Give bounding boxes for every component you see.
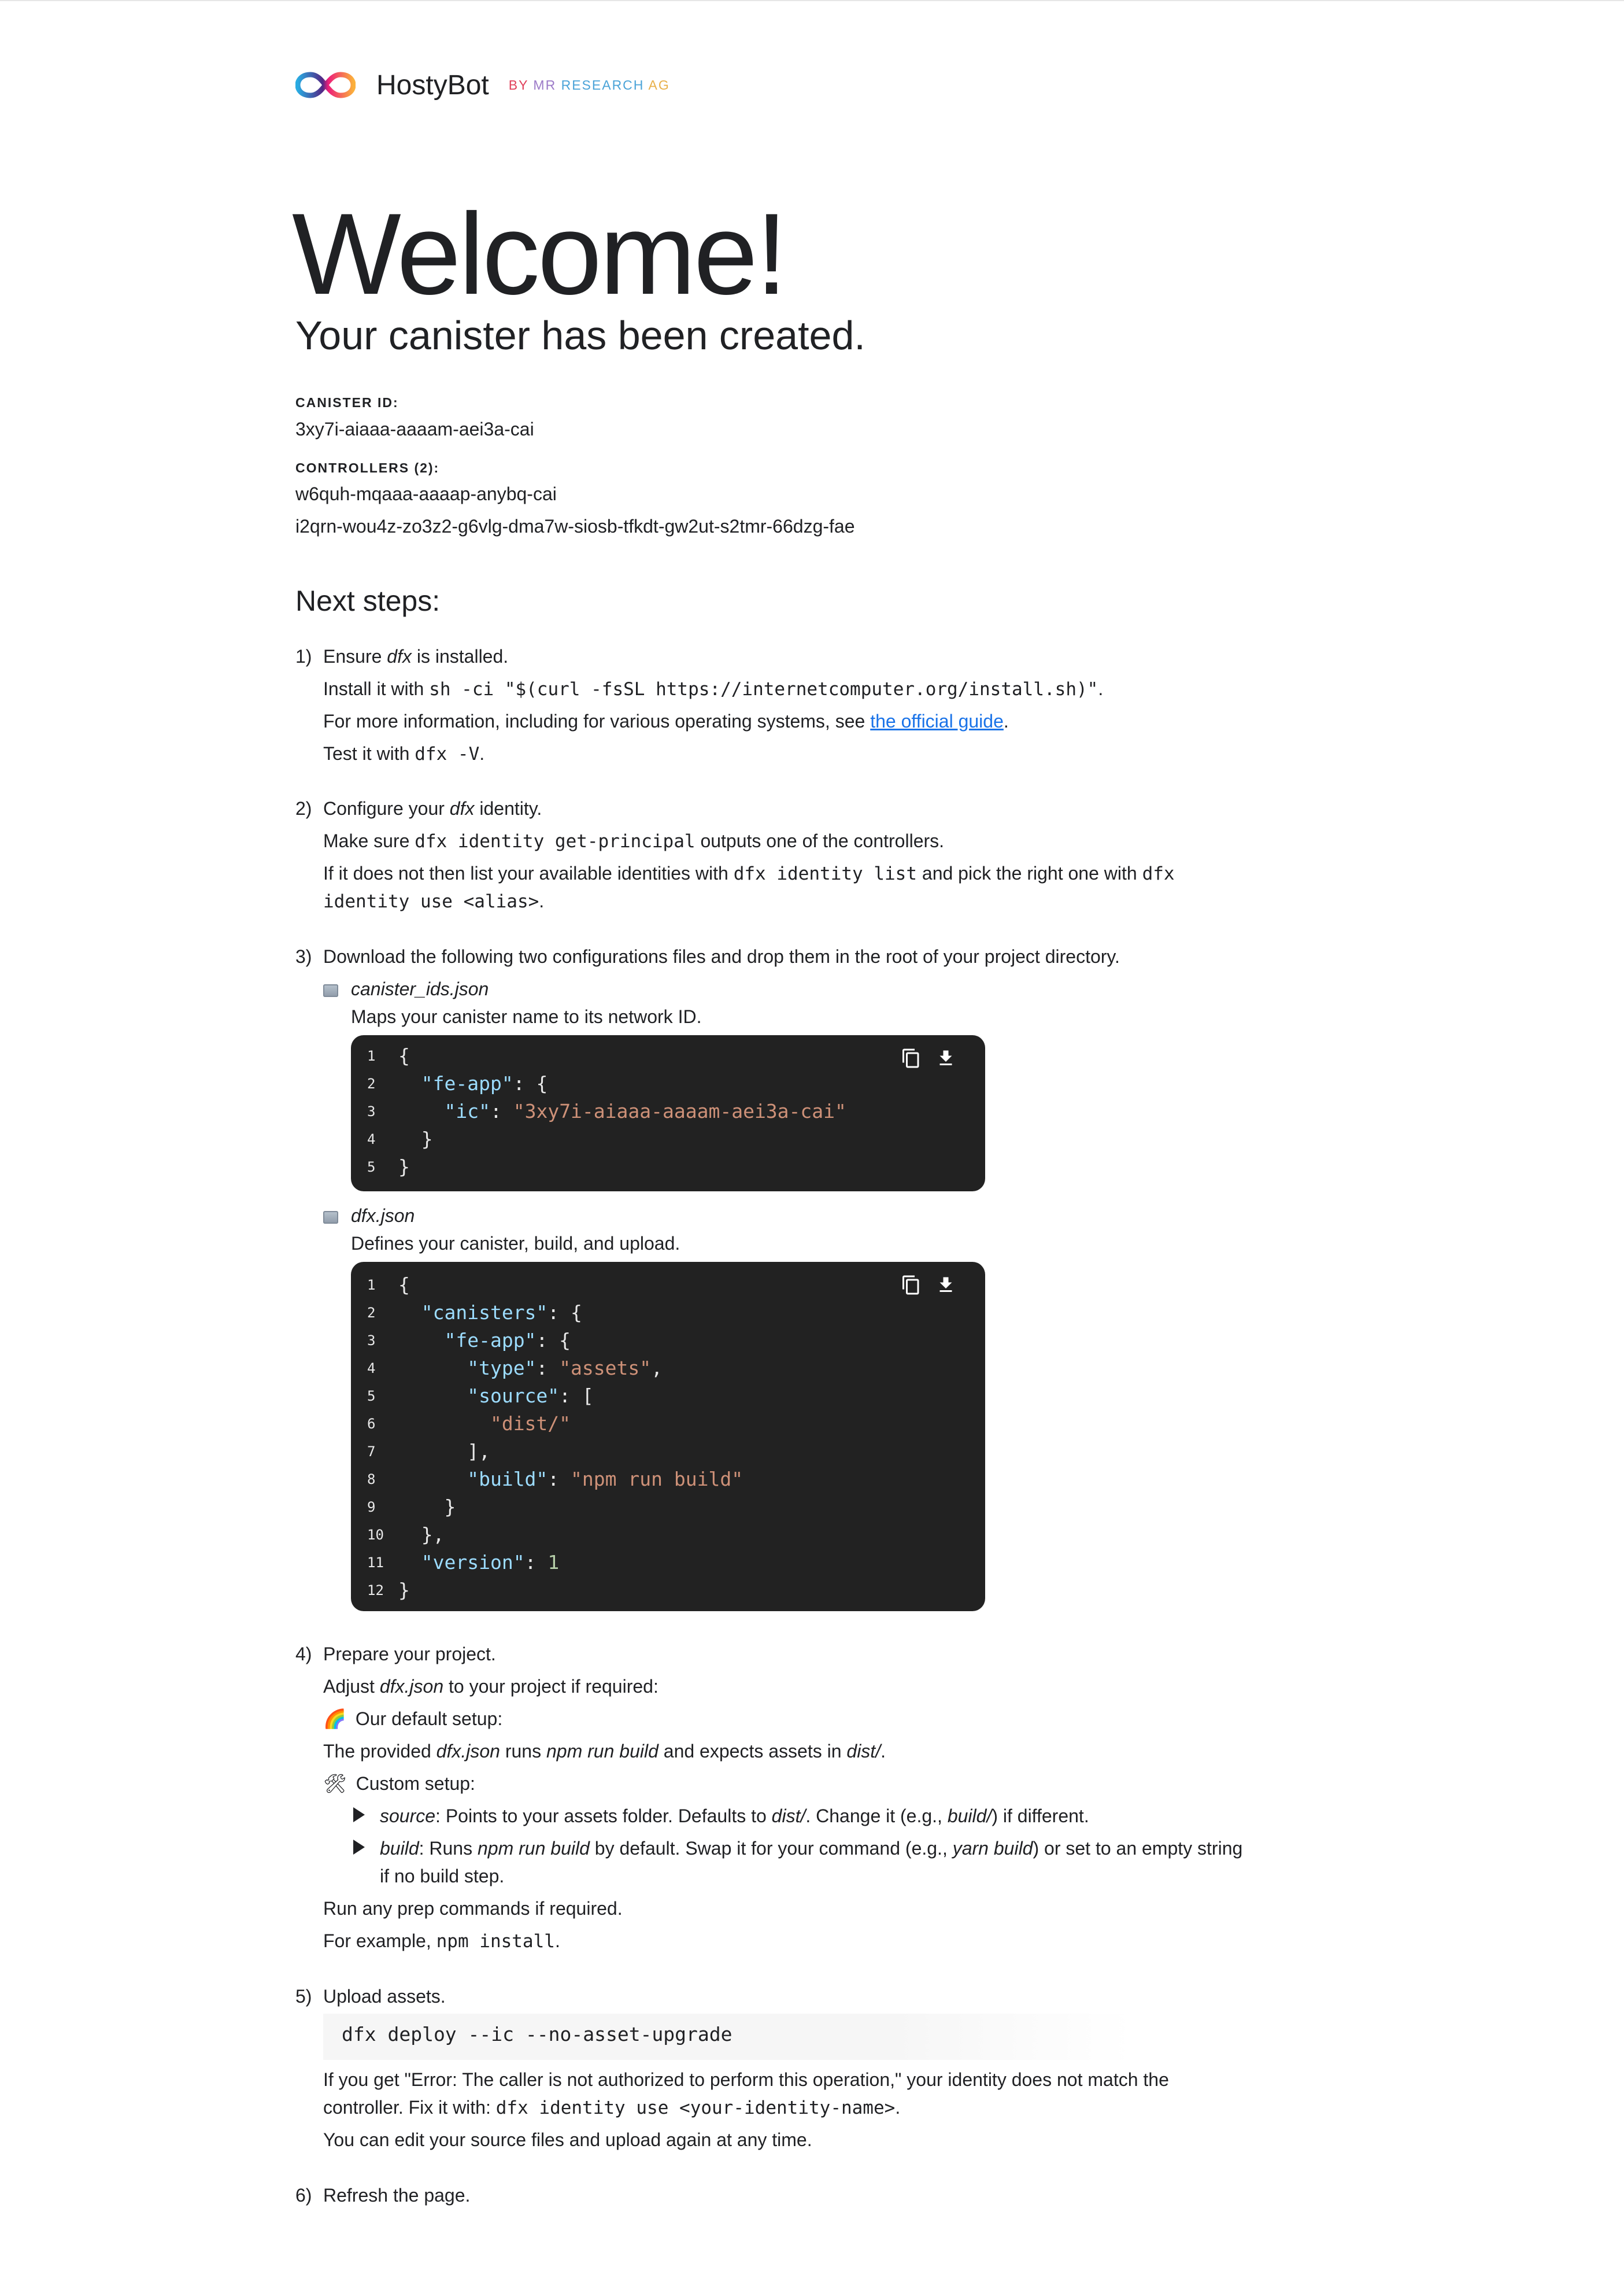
code-line xyxy=(351,1042,985,1070)
text-italic: dfx xyxy=(387,646,412,667)
step-number: 1) xyxy=(295,646,312,667)
text-italic: dfx.json xyxy=(379,1676,444,1697)
text: outputs one of the controllers. xyxy=(695,830,945,851)
code-line xyxy=(351,1271,985,1299)
subtitle: Your canister has been created. xyxy=(295,313,865,358)
welcome-title: Welcome! xyxy=(292,190,786,319)
step-4-adjust xyxy=(323,1672,659,1700)
file-description: Maps your canister name to its network ID. xyxy=(351,1006,702,1027)
byline-part-ag: AG xyxy=(644,77,670,93)
line-number: 4 xyxy=(367,1131,376,1147)
text: ) or set to an empty string xyxy=(1033,1838,1243,1859)
test-command[interactable]: dfx -V xyxy=(415,744,480,765)
code-line xyxy=(351,1125,985,1153)
file-folder-icon xyxy=(323,1211,338,1224)
byline-part-research: RESEARCH xyxy=(556,77,645,93)
tools-icon: 🛠 xyxy=(323,1773,347,1794)
custom-build-item-cont: if no build step. xyxy=(380,1866,505,1886)
controller-2: i2qrn-wou4z-zo3z2-g6vlg-dma7w-siosb-tfkdt-gw2ut-s2tmr-66dzg-fae xyxy=(295,516,855,537)
text-italic: dfx.json xyxy=(436,1741,500,1762)
step-1-test xyxy=(323,740,484,768)
code-text: } xyxy=(398,1128,433,1150)
code-text: { xyxy=(398,1044,410,1067)
code-text: }, xyxy=(398,1523,445,1546)
line-number: 2 xyxy=(367,1305,376,1321)
npm-install-command[interactable]: npm install xyxy=(436,1931,555,1952)
code-line xyxy=(351,1153,985,1181)
code-line xyxy=(351,1438,985,1465)
step-3-title: Download the following two configurations files and drop them in the root of your project directory. xyxy=(323,946,1120,967)
text: Make sure xyxy=(323,830,415,851)
text: and pick the right one with xyxy=(917,863,1142,884)
text-italic: npm run build xyxy=(477,1838,590,1859)
code-text: "type": "assets", xyxy=(467,1357,663,1379)
bullet-triangle-icon xyxy=(353,1840,365,1855)
code-text: "canisters": { xyxy=(421,1301,582,1324)
identity-list-command[interactable]: dfx identity list xyxy=(733,863,917,884)
step-number: 3) xyxy=(295,946,312,967)
text: by default. Swap it for your command (e.g., xyxy=(589,1838,953,1859)
text: . xyxy=(539,891,545,911)
line-number: 12 xyxy=(367,1582,384,1598)
next-steps-heading: Next steps: xyxy=(295,585,441,617)
step-number: 4) xyxy=(295,1644,312,1664)
line-number: 4 xyxy=(367,1360,376,1376)
code-line xyxy=(351,1465,985,1493)
step-5-title: Upload assets. xyxy=(323,1986,446,2007)
deploy-command[interactable]: dfx deploy --ic --no-asset-upgrade xyxy=(342,2023,733,2045)
text: is installed. xyxy=(411,646,509,667)
rainbow-icon: 🌈 xyxy=(323,1708,346,1729)
text: For example, xyxy=(323,1930,436,1951)
step-5-fix xyxy=(323,2093,900,2122)
code-line xyxy=(351,1098,985,1125)
text: : Runs xyxy=(419,1838,478,1859)
code-block-canister-ids xyxy=(351,1035,985,1191)
brand-name: HostyBot xyxy=(376,69,489,101)
code-line xyxy=(351,1070,985,1098)
code-block-dfx-json xyxy=(351,1262,985,1611)
step-1-info xyxy=(323,707,1009,735)
text-italic: source xyxy=(380,1805,436,1826)
text: . xyxy=(1098,678,1104,699)
text-italic: dist/ xyxy=(771,1805,806,1826)
file-name: canister_ids.json xyxy=(351,979,489,999)
code-line xyxy=(351,1493,985,1521)
text: . xyxy=(554,1930,560,1951)
step-4-title: Prepare your project. xyxy=(323,1644,496,1664)
text: runs xyxy=(500,1741,546,1762)
custom-source-item xyxy=(380,1802,1089,1830)
byline-part-mr: MR xyxy=(528,77,557,93)
file-dfx-json[interactable] xyxy=(323,1202,415,1229)
line-number: 2 xyxy=(367,1076,376,1092)
step-2-line-2 xyxy=(323,859,1175,888)
text-italic: yarn build xyxy=(952,1838,1033,1859)
line-number: 5 xyxy=(367,1388,376,1404)
file-name: dfx.json xyxy=(351,1205,415,1226)
controller-1: w6quh-mqaaa-aaaap-anybq-cai xyxy=(295,483,557,504)
text: : Points to your assets folder. Defaults to xyxy=(435,1805,772,1826)
code-line xyxy=(351,1576,985,1604)
code-line xyxy=(351,1299,985,1327)
infinity-logo-icon xyxy=(295,70,356,100)
identity-use-fix-command[interactable]: dfx identity use <your-identity-name> xyxy=(495,2098,896,2118)
code-text: "build": "npm run build" xyxy=(467,1468,743,1490)
code-text: "fe-app": { xyxy=(421,1072,548,1095)
step-2-line-3 xyxy=(323,887,544,915)
code-text: "fe-app": { xyxy=(444,1329,571,1352)
step-number: 6) xyxy=(295,2185,312,2206)
code-line xyxy=(351,1354,985,1382)
canister-id-label: CANISTER ID: xyxy=(295,395,399,410)
text: and expects assets in xyxy=(658,1741,847,1762)
identity-use-command-start[interactable]: dfx xyxy=(1142,863,1175,884)
code-text: } xyxy=(398,1155,410,1178)
file-description: Defines your canister, build, and upload. xyxy=(351,1233,680,1254)
deploy-command-box[interactable] xyxy=(323,2014,1133,2060)
code-text: "version": 1 xyxy=(421,1551,560,1574)
text: Adjust xyxy=(323,1676,380,1697)
step-6-title: Refresh the page. xyxy=(323,2185,471,2206)
code-line xyxy=(351,1521,985,1549)
text: . xyxy=(1003,711,1009,732)
code-text: "dist/" xyxy=(490,1412,571,1435)
code-text: "ic": "3xy7i-aiaaa-aaaam-aei3a-cai" xyxy=(444,1100,846,1123)
code-line xyxy=(351,1327,985,1354)
text: Ensure xyxy=(323,646,387,667)
text-italic: build xyxy=(380,1838,419,1859)
text: . xyxy=(881,1741,886,1762)
custom-build-item xyxy=(380,1834,1242,1862)
step-number: 2) xyxy=(295,798,312,819)
code-line xyxy=(351,1549,985,1576)
brand-header[interactable] xyxy=(295,65,670,105)
top-divider xyxy=(0,0,1624,1)
line-number: 8 xyxy=(367,1471,376,1487)
text: For more information, including for various operating systems, see xyxy=(323,711,871,732)
line-number: 11 xyxy=(367,1554,384,1571)
step-5-error: If you get "Error: The caller is not authorized to perform this operation," your identity does not match the xyxy=(323,2069,1169,2090)
code-line xyxy=(351,1410,985,1438)
default-setup-heading xyxy=(323,1705,502,1733)
line-number: 5 xyxy=(367,1159,376,1175)
text-italic: dfx xyxy=(449,798,475,819)
step-5-edit: You can edit your source files and upload again at any time. xyxy=(323,2129,812,2150)
text: The provided xyxy=(323,1741,436,1762)
line-number: 1 xyxy=(367,1048,376,1064)
step-2-line-1 xyxy=(323,827,944,855)
controllers-label: CONTROLLERS (2): xyxy=(295,460,440,475)
text: to your project if required: xyxy=(443,1676,659,1697)
file-canister-ids[interactable] xyxy=(323,975,489,1003)
text: Install it with xyxy=(323,678,430,699)
text: Our default setup: xyxy=(355,1708,503,1729)
step-2-title xyxy=(323,795,542,822)
text: ) if different. xyxy=(992,1805,1089,1826)
bullet-triangle-icon xyxy=(353,1807,365,1822)
prep-example xyxy=(323,1927,560,1955)
line-number: 6 xyxy=(367,1416,376,1432)
text-italic: dist/ xyxy=(846,1741,881,1762)
code-text: { xyxy=(398,1273,410,1296)
text: controller. Fix it with: xyxy=(323,2097,496,2118)
canister-id-value: 3xy7i-aiaaa-aaaam-aei3a-cai xyxy=(295,419,534,440)
custom-setup-heading xyxy=(323,1770,475,1797)
text: Custom setup: xyxy=(356,1773,475,1794)
code-text: ], xyxy=(398,1440,490,1463)
text: Configure your xyxy=(323,798,450,819)
step-number: 5) xyxy=(295,1986,312,2007)
line-number: 7 xyxy=(367,1443,376,1460)
line-number: 1 xyxy=(367,1277,376,1293)
code-text: } xyxy=(398,1579,410,1601)
text: identity. xyxy=(474,798,542,819)
file-folder-icon xyxy=(323,984,338,997)
default-setup-desc xyxy=(323,1737,886,1765)
text-italic: build/ xyxy=(947,1805,992,1826)
byline-part-by: BY xyxy=(508,77,529,93)
line-number: 9 xyxy=(367,1499,376,1515)
text: . Change it (e.g., xyxy=(805,1805,948,1826)
text: . xyxy=(895,2097,901,2118)
prep-commands: Run any prep commands if required. xyxy=(323,1898,623,1919)
text-italic: npm run build xyxy=(546,1741,659,1762)
official-guide-link[interactable]: the official guide xyxy=(870,711,1004,732)
step-1-install xyxy=(323,675,1103,703)
code-text: } xyxy=(398,1496,456,1518)
line-number: 10 xyxy=(367,1527,384,1543)
line-number: 3 xyxy=(367,1103,376,1120)
step-1-title xyxy=(323,643,508,670)
get-principal-command[interactable]: dfx identity get-principal xyxy=(415,831,696,852)
code-text: "source": [ xyxy=(467,1384,594,1407)
text: . xyxy=(479,743,485,764)
line-number: 3 xyxy=(367,1332,376,1349)
code-line xyxy=(351,1382,985,1410)
identity-use-command[interactable]: identity use <alias> xyxy=(323,891,539,912)
install-command[interactable]: sh -ci "$(curl -fsSL https://internetcomputer.org/install.sh)" xyxy=(429,679,1098,700)
brand-byline xyxy=(509,77,670,93)
text: Test it with xyxy=(323,743,415,764)
text: If it does not then list your available identities with xyxy=(323,863,734,884)
